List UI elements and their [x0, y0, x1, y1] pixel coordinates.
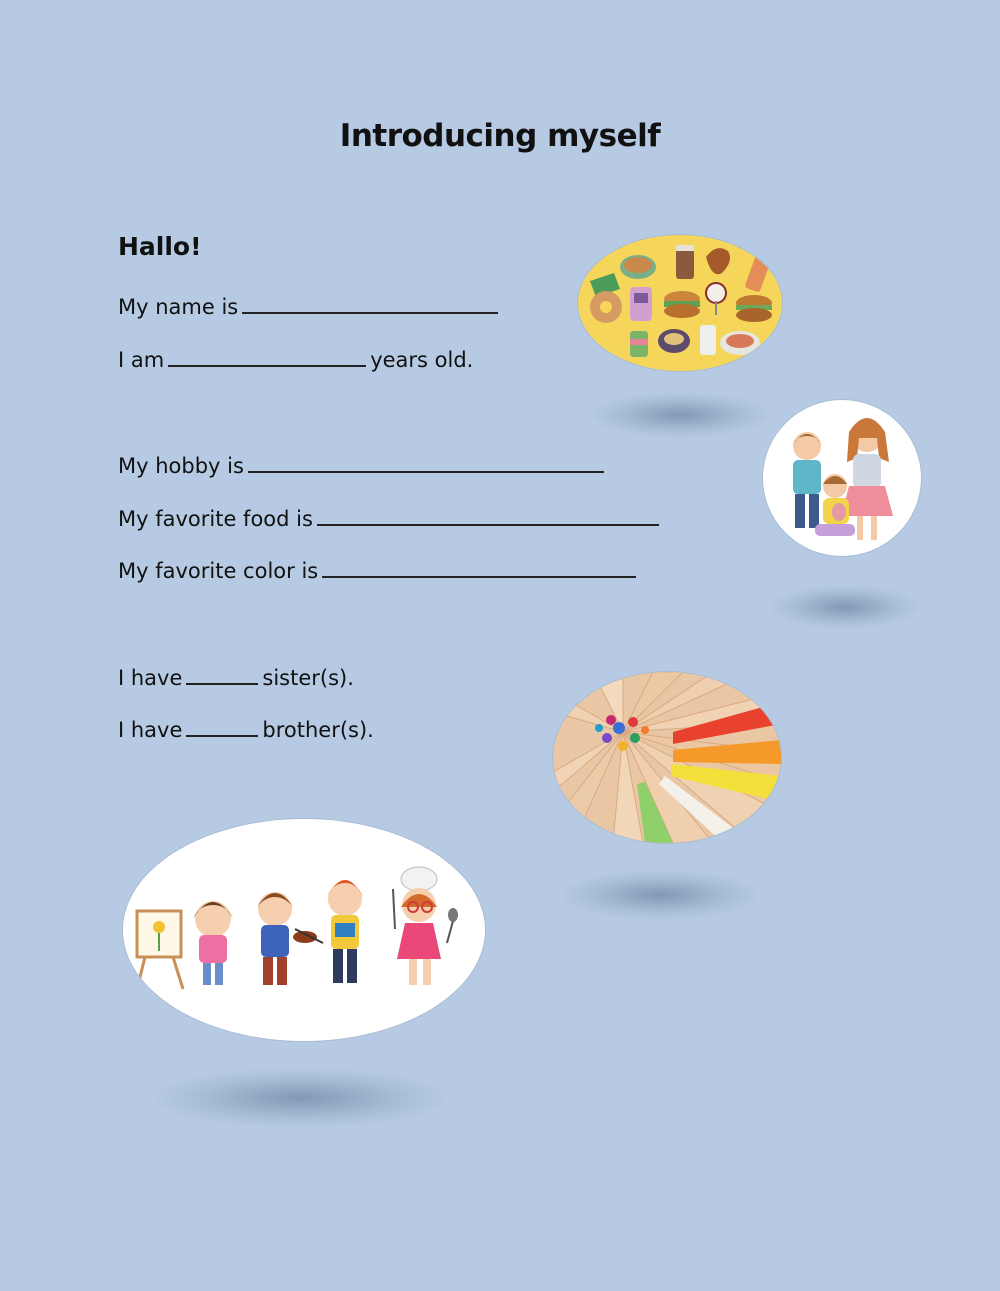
page-title: Introducing myself	[339, 118, 661, 154]
name-blank[interactable]	[242, 292, 498, 314]
greeting-heading: Hallo!	[118, 232, 202, 261]
sister-label: I have	[118, 666, 183, 690]
hobby-label: My hobby is	[118, 454, 244, 478]
sister-suffix: sister(s).	[262, 666, 354, 690]
name-label: My name is	[118, 295, 239, 319]
pencils-image-shadow	[560, 870, 760, 920]
food-image-shadow	[590, 392, 770, 438]
brother-line	[118, 715, 374, 742]
age-line	[118, 345, 473, 372]
hobby-line	[118, 451, 608, 478]
age-label: I am	[118, 348, 165, 372]
sister-blank[interactable]	[186, 663, 258, 685]
age-blank[interactable]	[168, 345, 366, 367]
age-suffix: years old.	[370, 348, 474, 372]
brother-suffix: brother(s).	[262, 718, 374, 742]
food-collage-image	[578, 235, 782, 371]
hobby-blank[interactable]	[248, 451, 604, 473]
family-image-shadow	[770, 585, 920, 629]
food-label: My favorite food is	[118, 507, 313, 531]
food-blank[interactable]	[317, 504, 659, 526]
brother-label: I have	[118, 718, 183, 742]
sister-line	[118, 663, 354, 690]
food-line	[118, 504, 663, 531]
name-line	[118, 292, 502, 319]
colored-pencils-image	[553, 672, 781, 843]
family-image	[763, 400, 921, 556]
kids-hobbies-image	[123, 819, 485, 1041]
hobbies-image-shadow	[150, 1068, 450, 1128]
color-line	[118, 556, 640, 583]
color-blank[interactable]	[322, 556, 636, 578]
brother-blank[interactable]	[186, 715, 258, 737]
color-label: My favorite color is	[118, 559, 319, 583]
